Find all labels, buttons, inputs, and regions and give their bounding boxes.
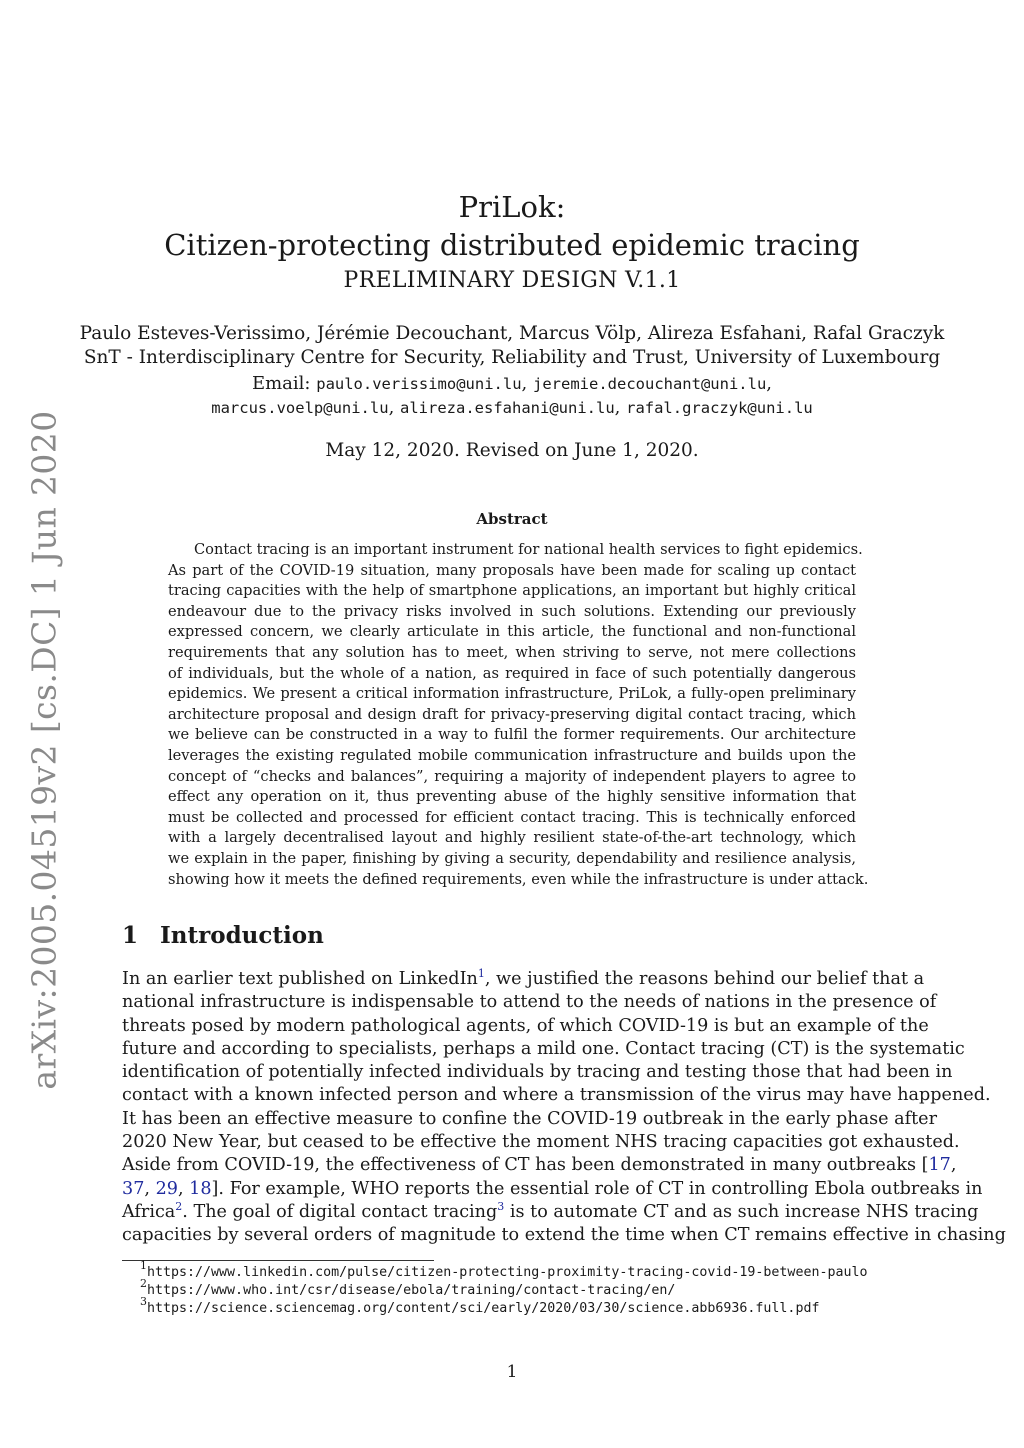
footnote-mark: 3 bbox=[140, 1295, 147, 1308]
footnote bbox=[140, 1277, 676, 1298]
abstract-line: must be collected and processed for efficient contact tracing. This is technically enforced bbox=[168, 808, 856, 826]
body-line: In an earlier text published on LinkedIn$^1$, we justified the reasons behind our belief that a bbox=[122, 967, 925, 989]
citation-link[interactable]: 37 bbox=[122, 1178, 145, 1199]
publication-date: May 12, 2020. Revised on June 1, 2020. bbox=[325, 440, 699, 461]
introduction-body bbox=[122, 967, 1006, 1248]
body-line: 37, 29, 18]. For example, WHO reports the essential role of CT in controlling Ebola outbreaks in bbox=[122, 1178, 983, 1199]
abstract-line: endeavour due to the privacy risks involved in such solutions. Extending our previously bbox=[168, 602, 856, 620]
body-line: future and according to specialists, perhaps a mild one. Contact tracing (CT) is the systematic bbox=[122, 1038, 965, 1059]
page-number: 1 bbox=[506, 1362, 518, 1382]
citation-link[interactable]: 18 bbox=[189, 1178, 212, 1199]
abstract-line: tracing capacities with the help of smartphone applications, an important but highly critical bbox=[168, 582, 856, 600]
author-list: Paulo Esteves-Verissimo, Jérémie Decouchant, Marcus Völp, Alireza Esfahani, Rafal Graczyk bbox=[79, 323, 945, 344]
abstract-line: we explain in the paper, finishing by giving a security, dependability and resilience analysis, bbox=[168, 849, 856, 867]
affiliation: SnT - Interdisciplinary Centre for Security, Reliability and Trust, University of Luxembourg bbox=[83, 347, 941, 368]
body-line: Africa$^2$. The goal of digital contact tracing$^3$ is to automate CT and as such increase NHS tracing bbox=[122, 1199, 979, 1222]
paper-version: PRELIMINARY DESIGN V.1.1 bbox=[343, 268, 681, 293]
footnote-url[interactable]: https://science.sciencemag.org/content/sci/early/2020/03/30/science.abb6936.full.pdf bbox=[147, 1301, 820, 1316]
arxiv-stamp-text: arXiv:2005.04519v2 [cs.DC] 1 Jun 2020 bbox=[24, 410, 64, 1090]
footnote-divider bbox=[122, 1260, 434, 1261]
email-label: Email: bbox=[251, 373, 311, 394]
section-number: 1 bbox=[122, 922, 139, 949]
footnote-mark: 1 bbox=[140, 1259, 147, 1272]
footnote-ref[interactable]: 3 bbox=[497, 1199, 505, 1213]
body-line: threats posed by modern pathological agents, of which COVID-19 is but an example of the bbox=[122, 1015, 929, 1036]
footnote bbox=[140, 1295, 820, 1316]
body-line: identification of potentially infected individuals by tracing and testing those that had been in bbox=[122, 1062, 953, 1083]
abstract-line: architecture proposal and design draft for privacy-preserving digital contact tracing, which bbox=[168, 705, 856, 723]
body-line: capacities by several orders of magnitude to extend the time when CT remains effective in chasing bbox=[122, 1225, 1006, 1246]
citation-link[interactable]: 29 bbox=[155, 1178, 178, 1199]
abstract-line: As part of the COVID-19 situation, many proposals have been made for scaling up contact bbox=[168, 561, 856, 579]
paper-subtitle: Citizen-protecting distributed epidemic tracing bbox=[164, 228, 860, 262]
abstract-line: concept of “checks and balances”, requiring a majority of independent players to agree to bbox=[168, 767, 856, 785]
footnote bbox=[140, 1259, 868, 1280]
email-link[interactable]: rafal.graczyk@uni.lu bbox=[626, 399, 813, 417]
section-title: Introduction bbox=[160, 922, 324, 949]
email-link[interactable]: alireza.esfahani@uni.lu bbox=[400, 399, 615, 417]
email-link[interactable]: paulo.verissimo@uni.lu bbox=[316, 375, 522, 393]
abstract-line: requirements that any solution has to meet, when striving to serve, not mere collections bbox=[168, 643, 856, 661]
email-line-1: Email: paulo.verissimo@uni.lu, jeremie.decouchant@uni.lu, bbox=[251, 373, 773, 394]
body-line: contact with a known infected person and where a transmission of the virus may have happened. bbox=[122, 1085, 991, 1106]
abstract-line: with a largely decentralised layout and highly resilient state-of-the-art technology, which bbox=[168, 829, 856, 847]
abstract-line: Contact tracing is an important instrument for national health services to fight epidemics. bbox=[194, 541, 863, 558]
abstract-line: showing how it meets the defined requirements, even while the infrastructure is under attack. bbox=[168, 870, 869, 888]
abstract-line: epidemics. We present a critical information infrastructure, PriLok, a fully-open preliminary bbox=[168, 685, 856, 703]
section-heading bbox=[122, 922, 324, 949]
body-line: 2020 New Year, but ceased to be effective the moment NHS tracing capacities got exhausted. bbox=[122, 1132, 960, 1153]
footnote-url[interactable]: https://www.linkedin.com/pulse/citizen-protecting-proximity-tracing-covid-19-between-paulo bbox=[147, 1265, 868, 1280]
email-link[interactable]: jeremie.decouchant@uni.lu bbox=[533, 375, 767, 393]
paper-title: PriLok: bbox=[458, 190, 566, 224]
footnote-ref[interactable]: 1 bbox=[477, 967, 485, 980]
abstract-line: effect any operation on it, thus preventing abuse of the highly sensitive information that bbox=[168, 788, 856, 806]
body-line: Aside from COVID-19, the effectiveness of CT has been demonstrated in many outbreaks [17, bbox=[122, 1155, 957, 1176]
arxiv-stamp bbox=[14, 410, 74, 1090]
footnote-ref[interactable]: 2 bbox=[175, 1199, 183, 1213]
email-line-2: marcus.voelp@uni.lu, alireza.esfahani@uni.lu, rafal.graczyk@uni.lu bbox=[211, 397, 813, 418]
body-line: It has been an effective measure to confine the COVID-19 outbreak in the early phase after bbox=[122, 1108, 938, 1129]
abstract-line: we believe can be constructed in a way to fulfil the former requirements. Our architecture bbox=[168, 726, 856, 744]
email-link[interactable]: marcus.voelp@uni.lu bbox=[211, 399, 389, 417]
abstract-body bbox=[168, 540, 869, 890]
footnote-url[interactable]: https://www.who.int/csr/disease/ebola/training/contact-tracing/en/ bbox=[147, 1283, 676, 1298]
citation-link[interactable]: 17 bbox=[928, 1155, 951, 1176]
body-line: national infrastructure is indispensable to attend to the needs of nations in the presence of bbox=[122, 992, 937, 1013]
abstract-line: of individuals, but the whole of a nation, as required in face of such potentially dangerous bbox=[168, 664, 856, 682]
abstract-line: leverages the existing regulated mobile communication infrastructure and builds upon the bbox=[168, 746, 856, 764]
abstract-line: expressed concern, we clearly articulate in this article, the functional and non-functional bbox=[168, 623, 856, 641]
footnote-mark: 2 bbox=[140, 1277, 147, 1290]
abstract-heading: Abstract bbox=[476, 510, 548, 528]
